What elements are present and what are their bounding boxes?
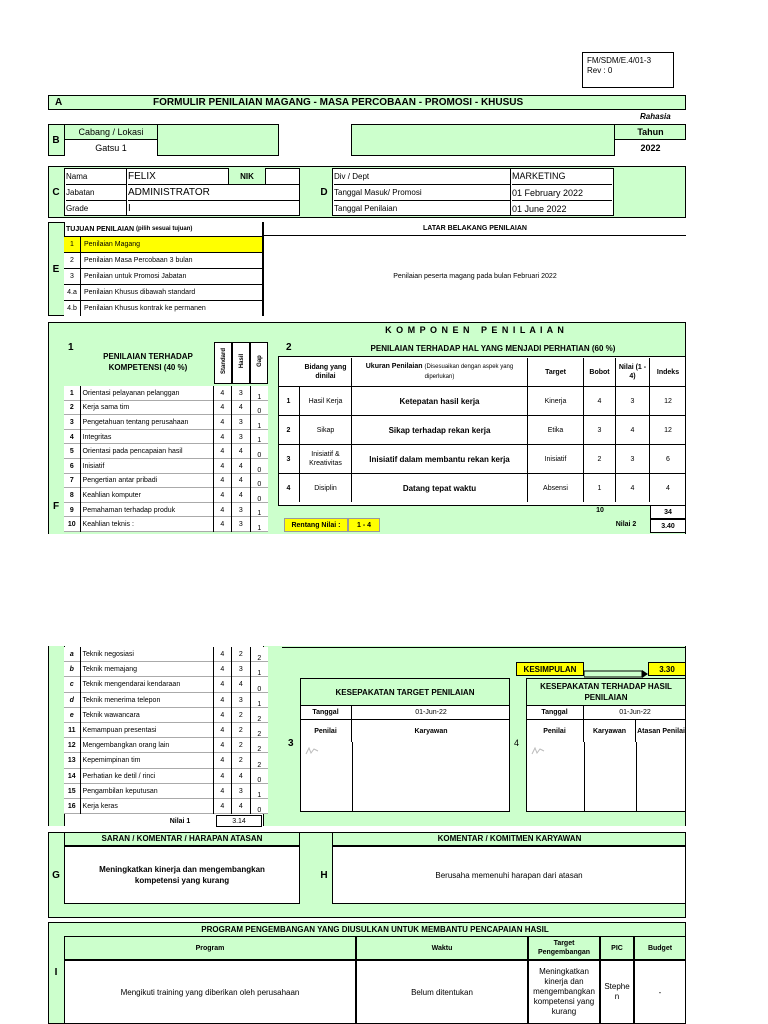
part4-tanggal-value: 01-Jun-22 — [584, 706, 686, 720]
p2-row-bobot: 1 — [584, 474, 616, 502]
competency-gap: 1 — [250, 430, 268, 445]
doc-code: FM/SDM/E.4/01-3 — [587, 56, 652, 65]
competency-hasil: 4 — [231, 799, 249, 814]
col-hasil-box — [232, 342, 250, 384]
competency-standard: 4 — [213, 444, 231, 459]
competency-row — [64, 503, 268, 518]
grade-value: I — [128, 200, 300, 216]
competency-label: Keahlian teknis : — [82, 521, 134, 529]
competency-standard: 4 — [213, 430, 231, 445]
section-e-letter: E — [52, 263, 60, 275]
top-rule — [282, 647, 686, 648]
col-standard: Standard — [221, 348, 227, 375]
part2-title: PENILAIAN TERHADAP HAL YANG MENJADI PERHATIAN (60 %) — [370, 343, 616, 353]
p2-row-nilai: 3 — [616, 387, 650, 415]
signature-mark-2 — [530, 744, 546, 762]
competency-hasil: 4 — [231, 474, 249, 489]
competency-row — [64, 662, 268, 677]
komponen-title: K O M P O N E N P E N I L A I A N — [385, 325, 565, 335]
section-h-text: Berusaha memenuhi harapan dari atasan — [332, 846, 686, 904]
p2-row-number: 1 — [278, 387, 300, 415]
kesimpulan-arrow — [584, 665, 648, 673]
competency-gap: 2 — [250, 753, 268, 768]
p2-header-ukuran-sub: (Disesuaikan dengan aspek yang diperlukan) — [424, 364, 514, 380]
p2-row-bidang: Sikap — [300, 416, 352, 444]
tujuan-item-label: Penilaian Masa Percobaan 3 bulan — [84, 257, 193, 264]
p2-header-bidang: Bidang yang dinilai — [300, 358, 352, 386]
d-divider — [510, 168, 511, 216]
competency-row — [64, 799, 268, 814]
tujuan-item-number: 1 — [64, 237, 81, 252]
competency-number: 10 — [64, 517, 81, 532]
competency-hasil: 4 — [231, 444, 249, 459]
waktu-value: Belum ditentukan — [356, 960, 528, 1024]
competency-number: 11 — [64, 723, 81, 738]
competency-hasil: 2 — [231, 723, 249, 738]
p2-header-indeks: Indeks — [656, 368, 680, 376]
part4-atasan: Atasan Penilai — [637, 727, 685, 735]
competency-gap: 1 — [250, 693, 268, 708]
competency-hasil: 4 — [231, 401, 249, 416]
penilaian-date-value: 01 June 2022 — [512, 200, 612, 216]
p2-header-nilai: Nilai (1 - 4) — [616, 358, 650, 386]
competency-standard: 4 — [213, 708, 231, 723]
cabang-value: Gatsu 1 — [64, 140, 158, 156]
competency-standard: 4 — [213, 517, 231, 532]
p2-row-number: 3 — [278, 445, 300, 473]
part3-karyawan: Karyawan — [414, 727, 448, 735]
part4-divider-1 — [584, 742, 585, 812]
competency-number: 14 — [64, 769, 81, 784]
target-value: Meningkatkan kinerja dan mengembangkan kompetensi yang kurang — [528, 960, 600, 1024]
competency-standard: 4 — [213, 474, 231, 489]
competency-label: Orientasi pada pencapaian hasil — [82, 448, 183, 456]
competency-gap: 0 — [250, 401, 268, 416]
competency-number: c — [64, 677, 81, 692]
competency-number: 13 — [64, 753, 81, 768]
competency-hasil: 4 — [231, 677, 249, 692]
competency-standard: 4 — [213, 662, 231, 677]
competency-number: 4 — [64, 430, 81, 445]
arrow-right-icon — [584, 670, 648, 678]
competency-hasil: 4 — [231, 769, 249, 784]
section-h-title: KOMENTAR / KOMITMEN KARYAWAN — [332, 832, 686, 846]
tujuan-item — [64, 268, 262, 284]
jabatan-value: ADMINISTRATOR — [128, 184, 300, 200]
p2-header-ukuran — [352, 358, 528, 386]
part1-number: 1 — [68, 342, 74, 353]
competency-number: 15 — [64, 784, 81, 799]
col-standard-box — [214, 342, 232, 384]
competency-hasil: 2 — [231, 647, 249, 662]
doc-ref-box — [582, 52, 674, 88]
competency-gap: 1 — [250, 662, 268, 677]
competency-standard: 4 — [213, 769, 231, 784]
competency-number: 8 — [64, 488, 81, 503]
competency-hasil: 2 — [231, 708, 249, 723]
competency-label: Keahlian komputer — [82, 491, 141, 499]
competency-hasil: 3 — [231, 386, 249, 401]
competency-row — [64, 647, 268, 662]
tujuan-item-label: Penilaian untuk Promosi Jabatan — [84, 273, 187, 280]
competency-row — [64, 677, 268, 692]
competency-gap: 2 — [250, 647, 268, 662]
competency-row — [64, 474, 268, 489]
p2-row-indeks: 4 — [666, 484, 670, 492]
p2-row-bobot: 2 — [584, 445, 616, 473]
nilai1-value: 3.14 — [216, 815, 262, 827]
p2-header-target: Target — [528, 358, 584, 386]
section-a-letter: A — [55, 97, 63, 108]
p2-row-ukuran: Ketepatan hasil kerja — [352, 387, 528, 415]
competency-number: 6 — [64, 459, 81, 474]
indeks-total: 34 — [650, 505, 686, 519]
competency-label: Teknik mengendarai kendaraan — [82, 681, 181, 689]
competency-number: 9 — [64, 503, 81, 518]
latar-text: Penilaian peserta magang pada bulan Februari 2022 — [264, 236, 686, 316]
tujuan-item-label: Penilaian Khusus dibawah standard — [84, 289, 196, 296]
p2-row — [278, 473, 686, 502]
part3-divider — [352, 742, 353, 812]
competency-standard: 4 — [213, 723, 231, 738]
competency-standard: 4 — [213, 401, 231, 416]
tujuan-item-label: Penilaian Magang — [84, 241, 141, 248]
part2-number: 2 — [286, 342, 292, 353]
competency-gap: 1 — [250, 415, 268, 430]
competency-label: Teknik negosiasi — [82, 651, 134, 659]
tujuan-item — [64, 236, 262, 252]
nilai2-label: Nilai 2 — [615, 520, 637, 528]
tahun-value: 2022 — [614, 140, 686, 156]
col-target: Target Pengembangan — [528, 936, 600, 960]
competency-standard: 4 — [213, 459, 231, 474]
competency-number: d — [64, 693, 81, 708]
p2-row-bidang: Hasil Kerja — [300, 387, 352, 415]
competency-hasil: 3 — [231, 784, 249, 799]
competency-number: 7 — [64, 474, 81, 489]
competency-hasil: 4 — [231, 459, 249, 474]
p2-row-bobot: 3 — [584, 416, 616, 444]
competency-label: Pengambilan keputusan — [82, 787, 158, 795]
competency-gap: 1 — [250, 517, 268, 532]
rentang-value: 1 - 4 — [348, 518, 380, 532]
competency-hasil: 3 — [231, 693, 249, 708]
competency-label: Kerja sama tim — [82, 404, 130, 412]
competency-row — [64, 753, 268, 768]
form-title: FORMULIR PENILAIAN MAGANG - MASA PERCOBAAN - PROMOSI - KHUSUS — [153, 97, 524, 108]
budget-value: - — [634, 960, 686, 1024]
p2-row-bidang: Inisiatif & Kreativitas — [300, 445, 352, 473]
competency-label: Mengembangkan orang lain — [82, 742, 170, 750]
section-f-letter: F — [52, 500, 60, 512]
competency-gap: 2 — [250, 738, 268, 753]
competency-standard: 4 — [213, 799, 231, 814]
part4-divider-2 — [636, 742, 637, 812]
kesimpulan-value: 3.30 — [648, 662, 686, 676]
nik-label: NIK — [228, 168, 266, 184]
competency-number: b — [64, 662, 81, 677]
nama-label: Nama — [66, 171, 88, 181]
competency-gap: 0 — [250, 459, 268, 474]
p2-header-bobot: Bobot — [584, 358, 616, 386]
pic-value: Stephen — [600, 960, 634, 1024]
competency-standard: 4 — [213, 386, 231, 401]
masuk-value: 01 February 2022 — [512, 184, 612, 200]
p2-row-target: Inisiatif — [528, 445, 584, 473]
tujuan-item — [64, 284, 262, 300]
p2-row-target: Etika — [528, 416, 584, 444]
p2-row — [278, 444, 686, 473]
competency-standard: 4 — [213, 503, 231, 518]
p2-row-target: Absensi — [528, 474, 584, 502]
part4-title: KESEPAKATAN TERHADAP HASIL PENILAIAN — [526, 678, 686, 706]
competency-hasil: 3 — [231, 430, 249, 445]
tujuan-item-number: 4.a — [64, 285, 81, 300]
competency-label: Integritas — [82, 433, 112, 441]
competency-gap: 1 — [250, 386, 268, 401]
tujuan-item — [64, 300, 262, 316]
part3-tanggal-label: Tanggal — [300, 706, 352, 720]
col-budget: Budget — [634, 936, 686, 960]
col-program: Program — [64, 936, 356, 960]
tujuan-title-text: TUJUAN PENILAIAN — [66, 225, 135, 233]
col-gap: Gap — [257, 355, 263, 367]
section-i-letter: I — [54, 966, 58, 978]
competency-standard: 4 — [213, 415, 231, 430]
competency-label: Inisiatif — [82, 462, 105, 470]
competency-label: Pemahaman terhadap produk — [82, 506, 176, 514]
competency-gap: 0 — [250, 488, 268, 503]
p2-row-indeks: 12 — [664, 426, 672, 434]
tujuan-item-number: 2 — [64, 253, 81, 268]
part4-penilai: Penilai — [526, 720, 584, 742]
competency-row — [64, 723, 268, 738]
tujuan-item-number: 3 — [64, 269, 81, 284]
competency-row — [64, 488, 268, 503]
nilai2-value: 3.40 — [650, 519, 686, 533]
competency-row — [64, 738, 268, 753]
competency-gap: 0 — [250, 799, 268, 814]
col-hasil: Hasil — [239, 353, 245, 369]
tujuan-item-label: Penilaian Khusus kontrak ke permanen — [84, 305, 206, 312]
penilaian-date-label: Tanggal Penilaian — [334, 200, 510, 216]
part3-title: KESEPAKATAN TARGET PENILAIAN — [300, 678, 510, 706]
p2-row-number: 2 — [278, 416, 300, 444]
part1-title: PENILAIAN TERHADAP KOMPETENSI (40 %) — [103, 352, 193, 372]
competency-row — [64, 386, 268, 401]
competency-standard: 4 — [213, 647, 231, 662]
competency-row — [64, 708, 268, 723]
competency-label: Teknik wawancara — [82, 711, 140, 719]
competency-gap: 2 — [250, 708, 268, 723]
competency-number: 12 — [64, 738, 81, 753]
p2-row-nilai: 3 — [616, 445, 650, 473]
signature-icon — [304, 745, 320, 757]
section-h-letter: H — [320, 869, 328, 881]
cabang-blank — [278, 124, 352, 156]
competency-label: Pengetahuan tentang perusahaan — [82, 418, 189, 426]
competency-row — [64, 415, 268, 430]
competency-label: Teknik menerima telepon — [82, 696, 161, 704]
grade-label: Grade — [66, 200, 126, 216]
competency-hasil: 2 — [231, 738, 249, 753]
competency-number: 5 — [64, 444, 81, 459]
competency-number: a — [64, 647, 81, 662]
p2-row-nilai: 4 — [616, 416, 650, 444]
competency-label: Pengertian antar pribadi — [82, 477, 158, 485]
competency-gap: 2 — [250, 723, 268, 738]
competency-hasil: 3 — [231, 662, 249, 677]
competency-row — [64, 693, 268, 708]
p2-row-indeks: 6 — [666, 455, 670, 463]
div-label: Div / Dept — [334, 171, 370, 181]
p2-row-number: 4 — [278, 474, 300, 502]
tujuan-item-number: 4.b — [64, 301, 81, 316]
competency-hasil: 3 — [231, 503, 249, 518]
competency-gap: 0 — [250, 769, 268, 784]
tujuan-item — [64, 252, 262, 268]
section-b-letter: B — [52, 134, 60, 146]
p2-row-bidang: Disiplin — [300, 474, 352, 502]
competency-hasil: 4 — [231, 488, 249, 503]
competency-row — [64, 444, 268, 459]
section-g-text: Meningkatkan kinerja dan mengembangkan kompetensi yang kurang — [64, 846, 300, 904]
section-i-title: PROGRAM PENGEMBANGAN YANG DIUSULKAN UNTUK MEMBANTU PENCAPAIAN HASIL — [201, 924, 549, 934]
p2-row-ukuran: Datang tepat waktu — [352, 474, 528, 502]
competency-number: e — [64, 708, 81, 723]
competency-standard: 4 — [213, 784, 231, 799]
competency-row — [64, 430, 268, 445]
competency-standard: 4 — [213, 488, 231, 503]
competency-label: Orientasi pelayanan pelanggan — [82, 389, 180, 397]
competency-gap: 1 — [250, 784, 268, 799]
masuk-label: Tanggal Masuk/ Promosi — [334, 184, 510, 200]
competency-row — [64, 517, 268, 532]
competency-row — [64, 784, 268, 799]
p2-row-indeks: 12 — [664, 397, 672, 405]
section-g-letter: G — [52, 869, 60, 881]
p2-row-ukuran: Inisiatif dalam membantu rekan kerja — [352, 445, 528, 473]
competency-hasil: 3 — [231, 415, 249, 430]
competency-standard: 4 — [213, 677, 231, 692]
competency-hasil: 3 — [231, 517, 249, 532]
p2-header-ukuran-text: Ukuran Penilaian — [365, 363, 423, 370]
bobot-total: 10 — [596, 506, 604, 514]
program-value: Mengikuti training yang diberikan oleh perusahaan — [64, 960, 356, 1024]
p2-row — [278, 386, 686, 415]
section-c-letter: C — [52, 186, 60, 198]
competency-gap: 0 — [250, 677, 268, 692]
part4-number: 4 — [514, 738, 520, 748]
competency-gap: 1 — [250, 503, 268, 518]
p2-row-nilai: 4 — [616, 474, 650, 502]
part3-penilai: Penilai — [300, 720, 352, 742]
competency-label: Perhatian ke detil / rinci — [82, 772, 156, 780]
signature-icon-2 — [530, 745, 546, 757]
part4-karyawan: Karyawan — [584, 720, 636, 742]
col-pic: PIC — [600, 936, 634, 960]
competency-number: 16 — [64, 799, 81, 814]
part3-tanggal-value: 01-Jun-22 — [352, 706, 510, 720]
competency-label: Kepemimpinan tim — [82, 757, 141, 765]
competency-row — [64, 401, 268, 416]
competency-number: 2 — [64, 401, 81, 416]
nilai1-label: Nilai 1 — [169, 817, 191, 825]
competency-standard: 4 — [213, 738, 231, 753]
part1-col-headers — [214, 342, 268, 384]
rahasia-label: Rahasia — [640, 112, 671, 121]
p2-row-bobot: 4 — [584, 387, 616, 415]
competency-number: 3 — [64, 415, 81, 430]
section-d-letter: D — [320, 186, 328, 198]
p2-row — [278, 415, 686, 444]
tujuan-title — [66, 222, 262, 236]
p2-row-ukuran: Sikap terhadap rekan kerja — [352, 416, 528, 444]
part4-tanggal-label: Tanggal — [526, 706, 584, 720]
latar-title: LATAR BELAKANG PENILAIAN — [264, 222, 686, 236]
competency-hasil: 2 — [231, 753, 249, 768]
section-g-title: SARAN / KOMENTAR / HARAPAN ATASAN — [64, 832, 300, 846]
competency-label: Kerja keras — [82, 803, 118, 811]
tujuan-subtitle: (pilih sesuai tujuan) — [136, 226, 193, 232]
cabang-label: Cabang / Lokasi — [64, 124, 158, 140]
section-a-header — [48, 95, 686, 110]
p2-row-target: Kinerja — [528, 387, 584, 415]
competency-label: Teknik memajang — [82, 666, 137, 674]
competency-label: Kemampuan presentasi — [82, 727, 157, 735]
col-waktu: Waktu — [356, 936, 528, 960]
competency-standard: 4 — [213, 753, 231, 768]
jabatan-label: Jabatan — [66, 184, 126, 200]
part3-number: 3 — [288, 738, 294, 749]
nama-value: FELIX — [128, 170, 156, 182]
rentang-label: Rentang Nilai : — [284, 518, 348, 532]
competency-row — [64, 769, 268, 784]
doc-rev: Rev : 0 — [587, 66, 613, 75]
competency-gap: 0 — [250, 474, 268, 489]
competency-gap: 0 — [250, 444, 268, 459]
div-value: MARKETING — [512, 171, 566, 181]
competency-standard: 4 — [213, 693, 231, 708]
c-divider — [126, 168, 127, 216]
tahun-label: Tahun — [614, 124, 686, 140]
signature-mark-1 — [304, 744, 320, 762]
col-gap-box — [250, 342, 268, 384]
competency-row — [64, 459, 268, 474]
kesimpulan-label: KESIMPULAN — [516, 662, 584, 676]
competency-number: 1 — [64, 386, 81, 401]
